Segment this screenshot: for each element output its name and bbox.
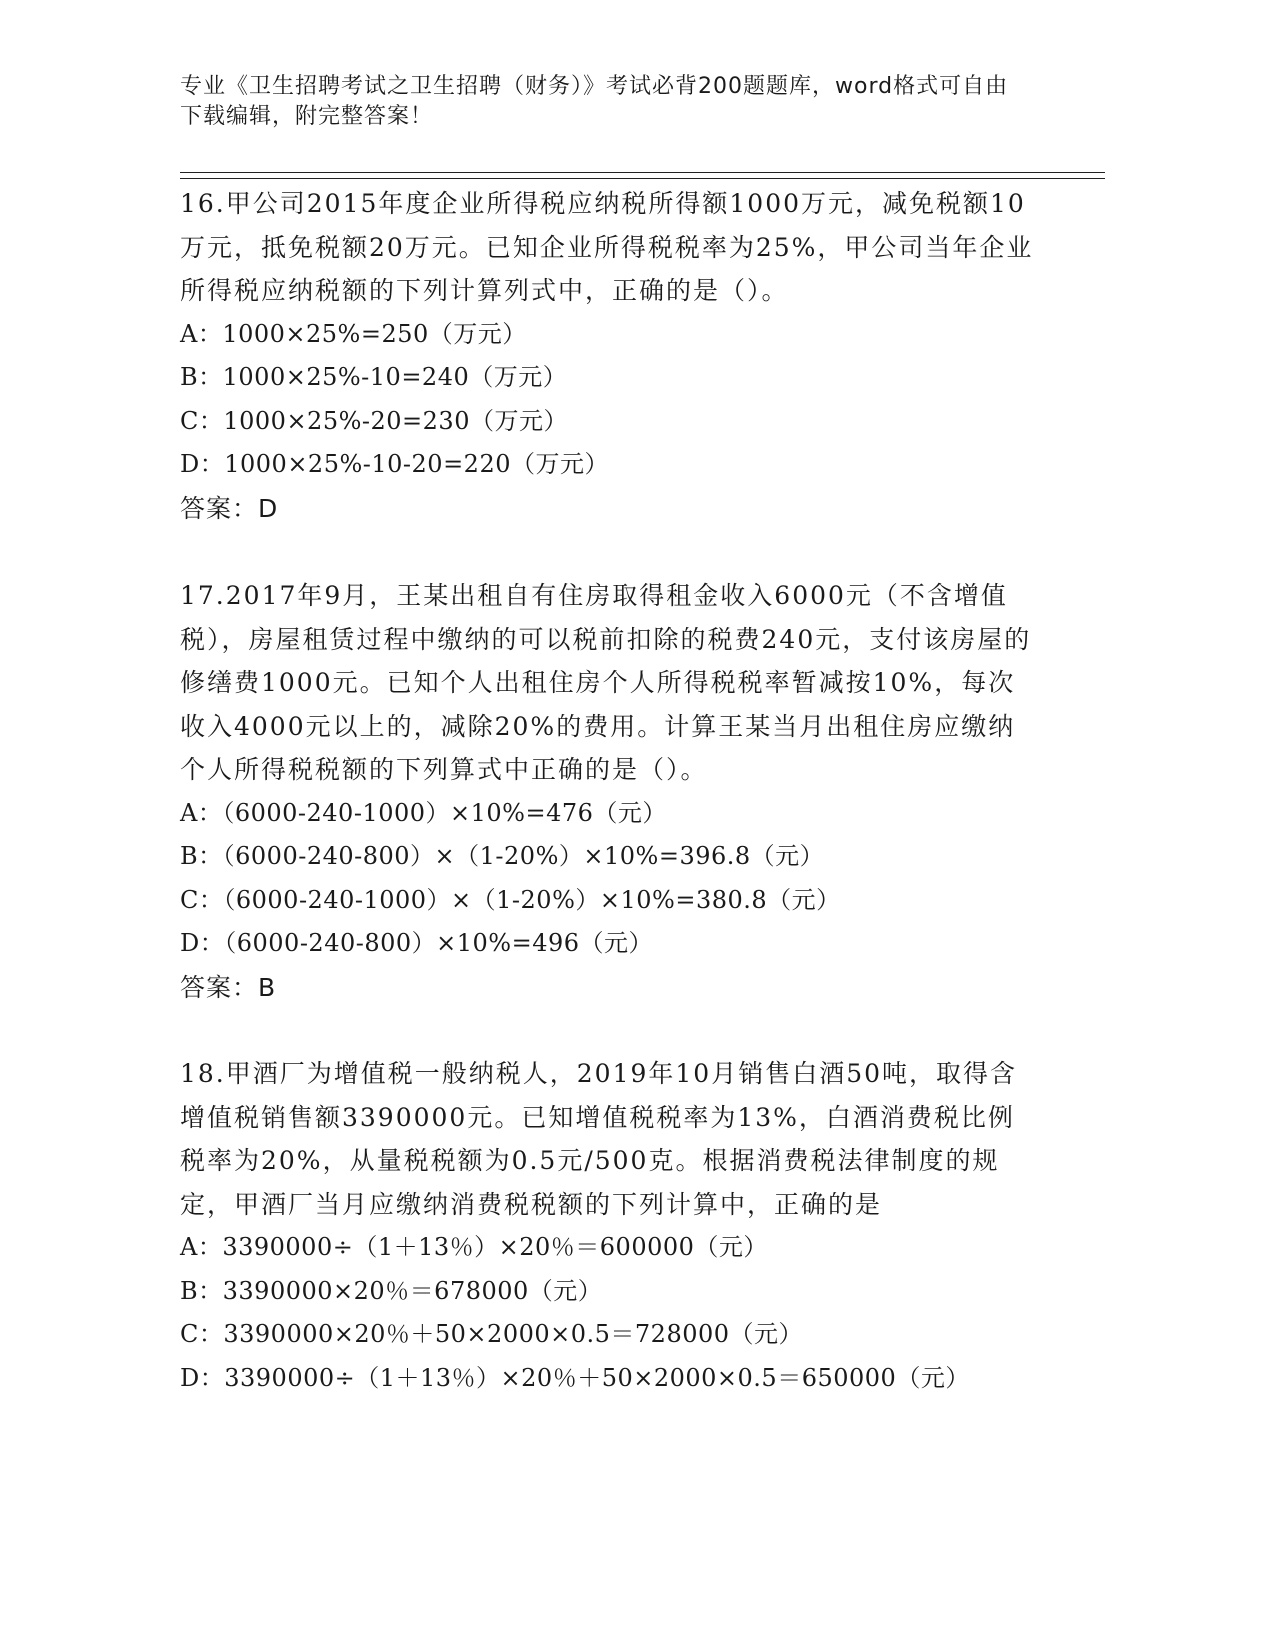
option-d: D：1000×25%-10-20=220（万元） <box>180 450 609 478</box>
option-b: B：（6000-240-800）×（1-20%）×10%=396.8（元） <box>180 842 825 870</box>
answer-label: 答案： <box>180 972 259 1002</box>
question-16 <box>180 182 1040 530</box>
option-c: C：（6000-240-1000）×（1-20%）×10%=380.8（元） <box>180 885 841 914</box>
answer-label: 答案： <box>180 493 259 523</box>
option-c: C：1000×25%-20=230（万元） <box>180 406 568 435</box>
option-a: A：1000×25%=250（万元） <box>180 319 527 348</box>
answer-value: B <box>258 972 277 1002</box>
option-b: B：1000×25%-10=240（万元） <box>180 363 568 391</box>
option-c: C：3390000×20％＋50×2000×0.5＝728000（元） <box>180 1320 804 1348</box>
option-d: D：3390000÷（1＋13％）×20％＋50×2000×0.5＝650000（元） <box>180 1363 970 1392</box>
option-a: A：（6000-240-1000）×10%=476（元） <box>180 798 667 827</box>
answer-line <box>180 487 1040 531</box>
question-17 <box>180 574 1040 1009</box>
page-header: 专业《卫生招聘考试之卫生招聘（财务）》考试必背200题题库，word格式可自由下载编辑，附完整答案！ <box>180 74 1009 129</box>
question-stem: 16.甲公司2015年度企业所得税应纳税所得额1000万元，减免税额10万元，抵免税额20万元。已知企业所得税税率为25%，甲公司当年企业所得税应纳税额的下列计算列式中，正确的是（）。 <box>180 189 1034 305</box>
header-divider-bottom <box>180 178 1105 179</box>
question-18 <box>180 1052 1040 1400</box>
header-divider-top <box>180 172 1105 173</box>
option-a: A：3390000÷（1＋13％）×20％＝600000（元） <box>180 1233 768 1261</box>
answer-line <box>180 966 1040 1010</box>
answer-value: D <box>258 493 279 523</box>
option-b: B：3390000×20％＝678000（元） <box>180 1276 603 1305</box>
option-d: D：（6000-240-800）×10%=496（元） <box>180 929 654 957</box>
question-stem: 17.2017年9月，王某出租自有住房取得租金收入6000元（不含增值税），房屋租赁过程中缴纳的可以税前扣除的税费240元，支付该房屋的修缮费1000元。已知个人出租住房个人所得税税率暂减按10%，每次收入4000元以上的，减除20%的费用。计算王某当月出租住房应缴纳个人所得税税额的下列算式中正确的是（）。 <box>180 581 1032 784</box>
question-stem: 18.甲酒厂为增值税一般纳税人，2019年10月销售白酒50吨，取得含增值税销售额3390000元。已知增值税税率为13%，白酒消费税比例税率为20%，从量税税额为0.5元/500克。根据消费税法律制度的规定，甲酒厂当月应缴纳消费税税额的下列计算中，正确的是 <box>180 1059 1018 1219</box>
